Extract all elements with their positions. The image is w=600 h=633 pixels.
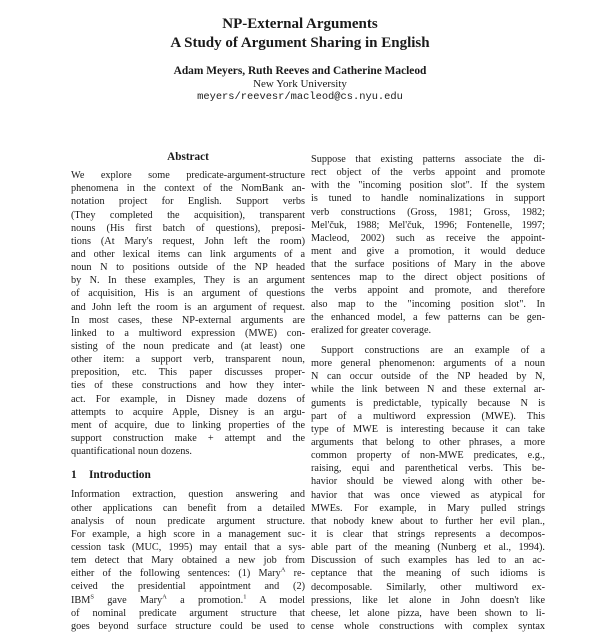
text-line: cession task (MUC, 1995) may entail that a sys- (71, 541, 305, 553)
text-line: For example, a high score in a management suc- (71, 528, 305, 540)
text-line: more general phenomenon: arguments of a noun (311, 358, 545, 370)
text-line: We explore some predicate-argument-structure (71, 170, 305, 182)
text-line: pressions, like let alone in John doesn't like (311, 594, 545, 606)
text-line: noun N to positions outside of the NP headed (71, 262, 305, 274)
text-line: and John left the room is an argument of request. (71, 301, 305, 313)
text-line: tions (At Mary's request, John left the room) (71, 235, 305, 247)
abstract-heading: Abstract (167, 151, 209, 163)
text-line: while the link between N and these external ar- (311, 384, 545, 396)
text-line: it is clear that strings represents a decompos- (311, 528, 545, 540)
text-line: Mel'čuk, 1988; Mel'čuk, 1996; Fontenelle, 1997; (311, 219, 545, 231)
section-number: 1 (71, 469, 77, 482)
right-paragraph-1 (311, 153, 545, 337)
text-line: either of the following sentences: (1) Mary$^A$ re- (71, 567, 305, 580)
text-line: analysis of noun predicate argument structure. (71, 515, 305, 527)
text-line: type of MWE is interesting because it can take (311, 423, 545, 435)
text-line: verb constructions (Gross, 1981; Gross, 1982; (311, 206, 545, 218)
text-line: of acquisition, His is an argument of questions (71, 288, 305, 300)
text-line: that the surface positions of Mary in the above (311, 259, 545, 271)
text-line: guments is predictable, typically because N is (311, 397, 545, 409)
left-column (71, 151, 305, 633)
abstract-body (71, 169, 305, 458)
text-line: also map to the "incoming position slot". In (311, 298, 545, 310)
text-line: sisting of the noun predicate and (at least) one (71, 340, 305, 352)
text-line: of nominal predicate argument structure that (71, 607, 305, 619)
paper-email[interactable]: meyers/reevesr/macleod@cs.nyu.edu (197, 91, 403, 103)
text-line: act. For example, in Disney made dozens of (71, 393, 305, 405)
text-line: linked to a multiword expression (MWE) con- (71, 327, 305, 339)
section-title: Introduction (89, 469, 151, 482)
text-line: the verbs appoint and promote, and therefore (311, 285, 545, 297)
text-line: eralized for greater coverage. (311, 324, 432, 336)
text-line: with the "incoming position slot". If the system (311, 180, 545, 192)
text-line: able part of the meaning (Nunberg et al., 1994). (311, 542, 545, 554)
text-line: other applications can benefit from a detailed (71, 502, 305, 514)
text-line: preposition, etc. This paper discusses proper- (71, 367, 305, 379)
text-line: $IBM^S$ gave Mary$^A$ a promotion.$^1$ A model (71, 593, 305, 606)
paper-title-line1: NP-External Arguments (222, 16, 378, 32)
text-line: arguments that belong to other phrases, a more (311, 436, 545, 448)
right-column (311, 153, 545, 633)
text-line: rect object of the verbs appoint and promote (311, 167, 545, 179)
text-line: part of a multiword expression (MWE). This (311, 410, 545, 422)
paper-affiliation: New York University (253, 78, 347, 90)
text-line: ment and give a promotion, it would deduce (311, 245, 545, 257)
text-line: (They completed the acquisition), transparent (71, 209, 305, 221)
text-line: havior that was once viewed as atypical for (311, 489, 545, 501)
text-line: tem detect that Mary obtained a new job from (71, 555, 305, 567)
text-line: attempts to acquire Apple, Disney is an argu- (71, 406, 305, 418)
text-line: other item: a support verb, transparent noun, (71, 354, 305, 366)
text-line: ceptance that the meaning of such idioms is (311, 568, 545, 580)
text-line: Macleod, 2002) such as receive the appoint- (311, 232, 545, 244)
text-line: that nobody knew about to further her evil plan., (311, 515, 545, 527)
text-line: goes beyond surface structure could be used to (71, 620, 305, 632)
text-line: ment of acquire, due to linking properties of the (71, 419, 305, 431)
text-line: common property of non-MWE predicates, e.g., (311, 450, 545, 462)
text-line: Support constructions are an example of a (321, 344, 545, 356)
text-line: cheese, let alone pizza, have been shown to li- (311, 607, 545, 619)
text-line: nouns (His first batch of questions), preposi- (71, 222, 305, 234)
text-line: Suppose that existing patterns associate the di- (311, 154, 545, 165)
text-line: raising, equi and parenthetical verbs. This be- (311, 463, 545, 475)
text-line: by N. In these examples, They is an argument (71, 275, 305, 287)
text-line: In most cases, these NP-external arguments are (71, 314, 305, 326)
introduction-body (71, 488, 305, 633)
text-line: quantificational noun dozens. (71, 446, 192, 458)
text-line: and other lexical items can link arguments of a (71, 249, 305, 260)
text-line: cense whole constructions with complex syntax (311, 620, 545, 632)
text-line: notation project for English. Support verbs (71, 196, 305, 208)
text-line: sentences map to the direct object positions of (311, 272, 545, 284)
text-line: ties of these constructions and how they inter- (71, 380, 305, 392)
section-heading-introduction (71, 469, 305, 482)
text-line: N can occur outside of the NP headed by N, (311, 371, 545, 383)
right-paragraph-2 (311, 344, 545, 633)
text-line: decomposable. Similarly, other multiword ex- (311, 581, 545, 593)
text-line: support construction make + attempt and the (71, 432, 305, 444)
text-line: havior should be viewed along with other be- (311, 476, 545, 488)
text-line: Information extraction, question answering and (71, 489, 305, 501)
text-line: ceived the presidential appointment and (2) (71, 581, 305, 593)
text-line: the enhanced model, a few patterns can be gen- (311, 311, 545, 323)
paper-authors: Adam Meyers, Ruth Reeves and Catherine Macleod (173, 65, 427, 77)
text-line: Discussion of such examples has led to an ac- (311, 555, 545, 567)
paper-title-line2: A Study of Argument Sharing in English (170, 35, 430, 51)
text-line: phenomena in the context of the NomBank an- (71, 183, 305, 195)
text-line: is tuned to handle nominalizations in support (311, 193, 545, 205)
text-line: MWEs. For example, in Mary pulled strings (311, 502, 545, 514)
